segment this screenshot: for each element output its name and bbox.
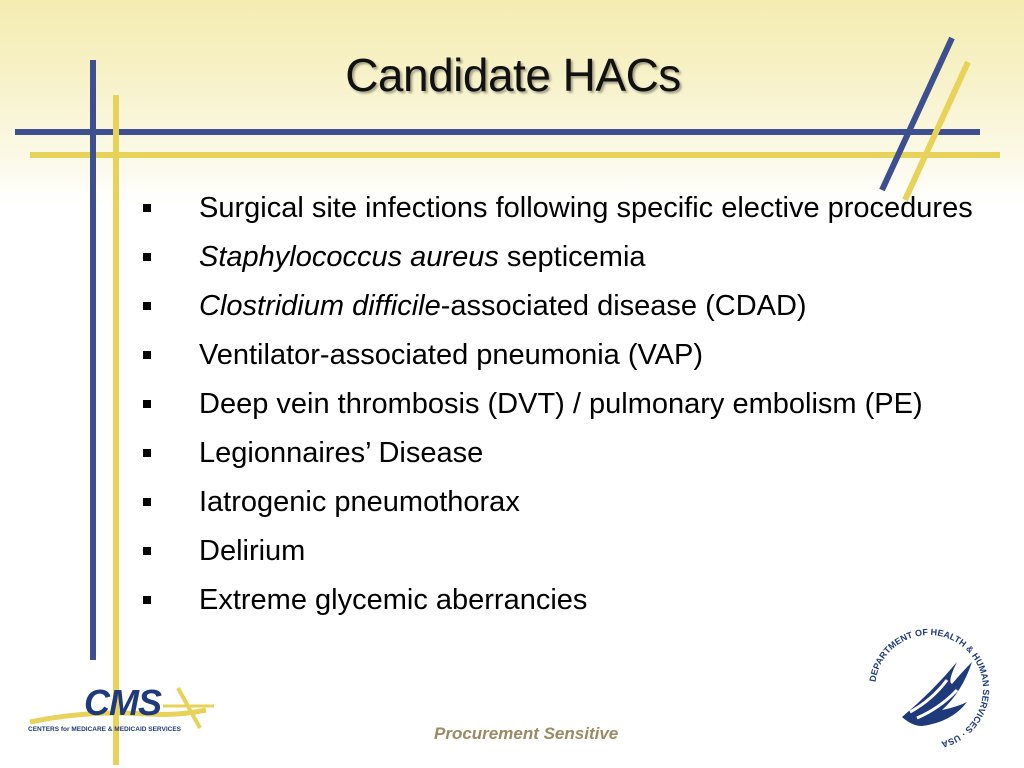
bullet-item — [140, 580, 1000, 620]
bullet-square-icon — [143, 253, 151, 261]
cms-logo-subtitle: CENTERS for MEDICARE & MEDICAID SERVICES — [28, 726, 182, 733]
bullet-italic-text: Staphylococcus aureus — [199, 241, 499, 273]
bullet-square-icon — [143, 596, 151, 604]
bullet-square-icon — [143, 449, 151, 457]
bullet-text: Legionnaires’ Disease — [199, 437, 484, 469]
bullet-square-icon — [143, 547, 151, 555]
bullet-list — [140, 188, 1000, 629]
bullet-text: Delirium — [199, 535, 306, 567]
slide-title-text: Candidate HACs — [345, 49, 681, 101]
bullet-italic-text: Clostridium difficile — [199, 290, 441, 322]
hhs-eagle-icon — [862, 622, 996, 756]
bullet-square-icon — [143, 351, 151, 359]
svg-text:DEPARTMENT OF HEALTH & HUMAN S: DEPARTMENT OF HEALTH & HUMAN SERVICES · USA — [867, 626, 992, 750]
bullet-text: Ventilator-associated pneumonia (VAP) — [199, 339, 704, 371]
bullet-item — [140, 531, 1000, 571]
footer-label: Procurement Sensitive — [434, 724, 619, 743]
bullet-item — [140, 237, 1000, 277]
bullet-item — [140, 335, 1000, 375]
bullet-item — [140, 384, 1000, 424]
cms-logo — [28, 680, 208, 750]
slide-title — [0, 48, 1024, 102]
bullet-square-icon — [143, 302, 151, 310]
bullet-text: Extreme glycemic aberrancies — [199, 584, 588, 616]
bullet-item — [140, 482, 1000, 522]
bullet-item — [140, 433, 1000, 473]
bullet-square-icon — [143, 204, 151, 212]
bullet-square-icon — [143, 400, 151, 408]
bullet-text: Iatrogenic pneumothorax — [199, 486, 520, 518]
bullet-text: septicemia — [498, 241, 646, 273]
cms-logo-word: CMS — [84, 682, 161, 723]
hhs-seal-logo — [862, 622, 996, 756]
bullet-text: -associated disease (CDAD) — [440, 290, 807, 322]
bullet-item — [140, 286, 1000, 326]
bullet-text: Surgical site infections following specific elective procedures — [199, 192, 973, 224]
bullet-text: Deep vein thrombosis (DVT) / pulmonary embolism (PE) — [199, 388, 923, 420]
bullet-square-icon — [143, 498, 151, 506]
bullet-item — [140, 188, 1000, 228]
